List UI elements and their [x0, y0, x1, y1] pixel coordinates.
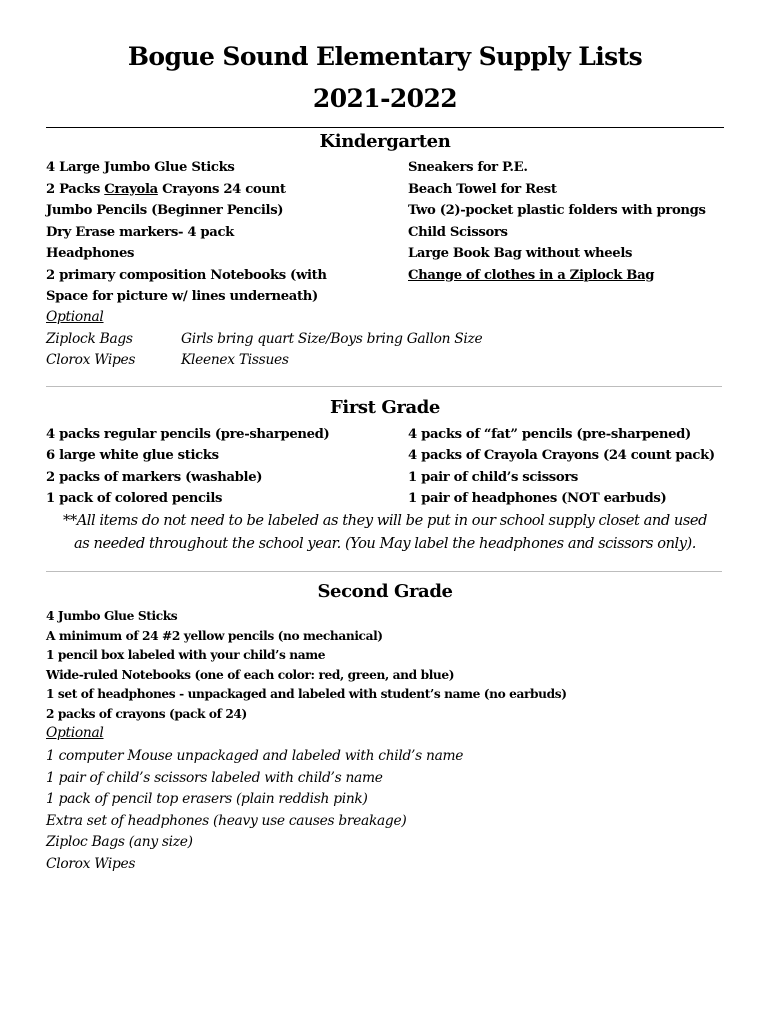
- list-item: 1 pack of pencil top erasers (plain reddish pink): [46, 791, 368, 808]
- second-grade-list: [46, 607, 567, 725]
- section-divider: [46, 386, 722, 387]
- list-item: Large Book Bag without wheels: [408, 246, 633, 261]
- list-item: [46, 179, 327, 201]
- list-item: 1 computer Mouse unpackaged and labeled with child’s name: [46, 748, 464, 764]
- list-item: Child Scissors: [408, 224, 508, 240]
- list-item: 4 Jumbo Glue Sticks: [46, 609, 178, 623]
- school-year: 2021-2022: [312, 84, 458, 113]
- kindergarten-left-list: [46, 157, 327, 308]
- list-item: 1 pair of headphones (NOT earbuds): [408, 490, 667, 506]
- list-item: Ziploc Bags (any size): [46, 834, 193, 851]
- list-item: 4 packs of Crayola Crayons (24 count pack): [408, 448, 715, 464]
- list-item: Clorox Wipes: [46, 855, 136, 872]
- first-grade-note-line-1: **All items do not need to be labeled as they will be put in our school supply closet and used: [63, 512, 707, 529]
- crayola-underlined: Crayola: [104, 181, 158, 197]
- list-item: Extra set of headphones (heavy use causes breakage): [46, 812, 407, 829]
- list-item: Jumbo Pencils (Beginner Pencils): [46, 203, 284, 218]
- list-item: 1 pair of child’s scissors: [408, 469, 578, 485]
- optional-item: Ziplock Bags: [46, 331, 133, 347]
- list-item-prefix: 2 Packs: [46, 181, 105, 197]
- list-item: Space for picture w/ lines underneath): [46, 289, 318, 304]
- list-item: 2 packs of crayons (pack of 24): [46, 706, 247, 721]
- title-divider: [46, 127, 724, 128]
- first-grade-left-list: [46, 424, 329, 509]
- list-item-suffix: Crayons 24 count: [157, 181, 286, 197]
- list-item: Headphones: [46, 246, 135, 261]
- list-item: 6 large white glue sticks: [46, 448, 219, 464]
- list-item: Change of clothes in a Ziplock Bag: [408, 267, 655, 283]
- list-item: Beach Towel for Rest: [408, 181, 557, 197]
- list-item: 4 packs of “fat” pencils (pre-sharpened): [408, 427, 691, 442]
- first-grade-note-line-2: as needed throughout the school year. (You May label the headphones and scissors only).: [74, 535, 696, 552]
- first-grade-right-list: [408, 424, 715, 509]
- section-divider: [46, 571, 722, 572]
- list-item: Dry Erase markers- 4 pack: [46, 224, 234, 240]
- optional-note: Girls bring quart Size/Boys bring Gallon Size: [181, 331, 483, 347]
- optional-note: Kleenex Tissues: [181, 352, 289, 368]
- kindergarten-optional-label: Optional: [46, 309, 104, 325]
- list-item: 1 set of headphones - unpackaged and labeled with student’s name (no earbuds): [46, 687, 567, 702]
- list-item: 2 primary composition Notebooks (with: [46, 267, 327, 283]
- list-item: 1 pack of colored pencils: [46, 490, 223, 506]
- second-grade-heading: Second Grade: [317, 581, 453, 602]
- list-item: Wide-ruled Notebooks (one of each color: red, green, and blue): [46, 667, 455, 682]
- list-item: 1 pencil box labeled with your child’s name: [46, 648, 326, 663]
- kindergarten-heading: Kindergarten: [319, 131, 451, 152]
- first-grade-heading: First Grade: [330, 397, 440, 418]
- optional-item: Clorox Wipes: [46, 352, 136, 368]
- list-item: Two (2)-pocket plastic folders with prongs: [408, 203, 706, 218]
- list-item: A minimum of 24 #2 yellow pencils (no mechanical): [46, 628, 383, 643]
- list-item: 4 packs regular pencils (pre-sharpened): [46, 427, 330, 442]
- list-item: 4 Large Jumbo Glue Sticks: [46, 160, 235, 175]
- list-item: Sneakers for P.E.: [408, 160, 528, 175]
- second-grade-optional-label: Optional: [46, 725, 104, 741]
- list-item: 2 packs of markers (washable): [46, 469, 263, 485]
- second-grade-optional-list: [46, 746, 463, 876]
- document-title: Bogue Sound Elementary Supply Lists: [127, 42, 643, 71]
- list-item: 1 pair of child’s scissors labeled with child’s name: [46, 769, 383, 786]
- kindergarten-right-list: [408, 157, 706, 286]
